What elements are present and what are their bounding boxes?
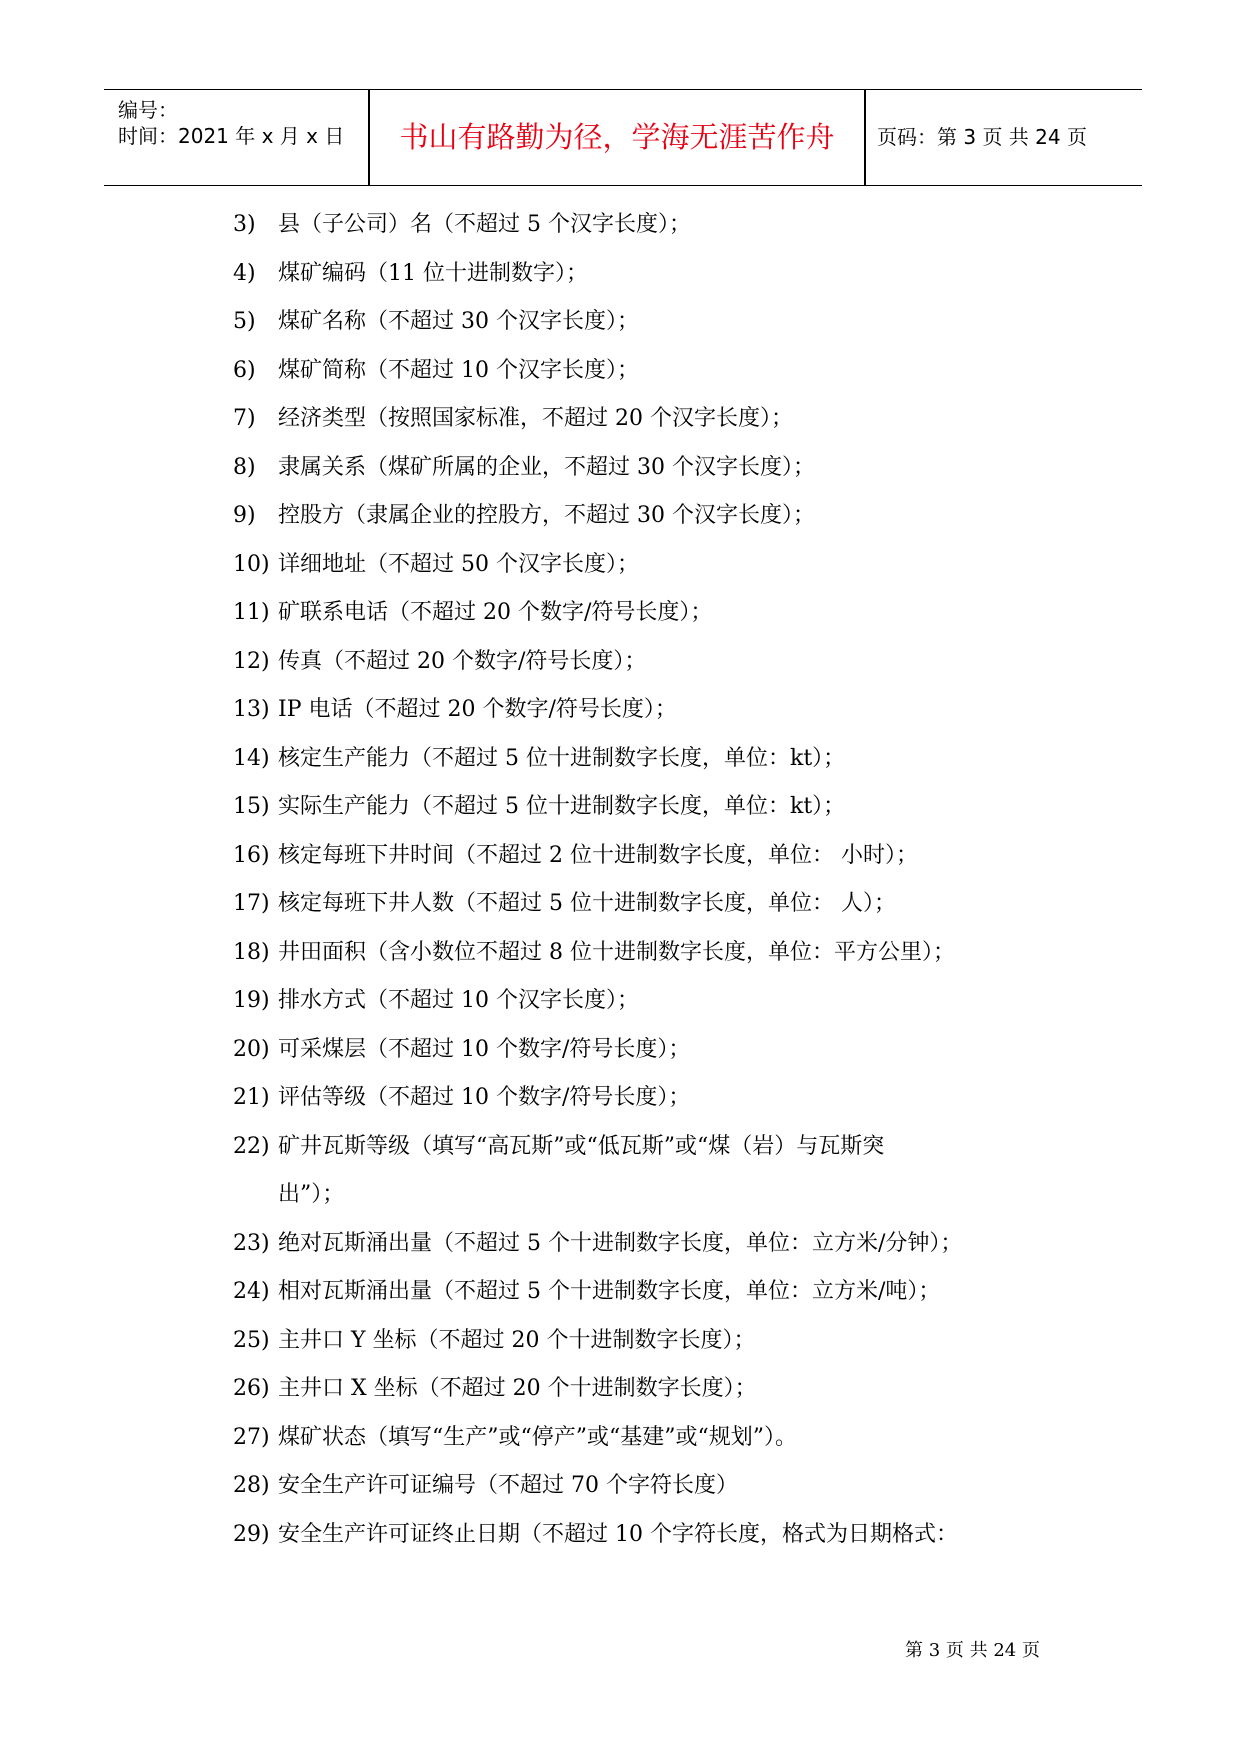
- item-text: 安全生产许可证终止日期（不超过 10 个字符长度，格式为日期格式：: [278, 1522, 958, 1547]
- list-item: [0, 696, 1241, 724]
- number-label: 编号：: [118, 98, 178, 122]
- item-number: 12): [233, 649, 270, 674]
- item-number: 15): [233, 794, 270, 819]
- item-number: 6): [233, 358, 256, 383]
- item-text: 相对瓦斯涌出量（不超过 5 个十进制数字长度，单位：立方米/吨）；: [278, 1279, 941, 1304]
- item-number: 17): [233, 891, 270, 916]
- header-page-label: 页码：第 3 页 共 24 页: [877, 125, 1087, 149]
- item-number: 27): [233, 1425, 270, 1450]
- item-text: 主井口 X 坐标（不超过 20 个十进制数字长度）；: [278, 1376, 757, 1401]
- list-item: [0, 1181, 1241, 1209]
- list-item: [0, 1230, 1241, 1258]
- item-text: 煤矿简称（不超过 10 个汉字长度）；: [278, 358, 639, 383]
- list-item: [0, 1327, 1241, 1355]
- list-item: [0, 890, 1241, 918]
- item-text: 矿联系电话（不超过 20 个数字/符号长度）；: [278, 600, 713, 625]
- item-number: 8): [233, 455, 256, 480]
- item-number: 26): [233, 1376, 270, 1401]
- item-number: 14): [233, 746, 270, 771]
- item-text: 出”）；: [278, 1182, 345, 1207]
- item-number: 19): [233, 988, 270, 1013]
- list-item: [0, 454, 1241, 482]
- item-number: 5): [233, 309, 256, 334]
- list-item: [0, 648, 1241, 676]
- list-item: [0, 211, 1241, 239]
- item-text: 煤矿编码（11 位十进制数字）；: [278, 261, 588, 286]
- list-item: [0, 308, 1241, 336]
- list-item: [0, 357, 1241, 385]
- item-text: 实际生产能力（不超过 5 位十进制数字长度，单位：kt）；: [278, 794, 846, 819]
- item-number: 18): [233, 940, 270, 965]
- item-number: 11): [233, 600, 270, 625]
- time-label: 时间：2021 年 x 月 x 日: [118, 124, 345, 148]
- list-item: [0, 1375, 1241, 1403]
- item-text: 核定每班下井人数（不超过 5 位十进制数字长度，单位： 人）；: [278, 891, 896, 916]
- list-item: [0, 1278, 1241, 1306]
- item-text: 煤矿状态（填写“生产”或“停产”或“基建”或“规划”）。: [278, 1425, 797, 1450]
- item-text: 矿井瓦斯等级（填写“高瓦斯”或“低瓦斯”或“煤（岩）与瓦斯突: [278, 1134, 885, 1159]
- list-item: [0, 939, 1241, 967]
- item-text: 安全生产许可证编号（不超过 70 个字符长度）: [278, 1473, 738, 1498]
- item-number: 21): [233, 1085, 270, 1110]
- item-text: 评估等级（不超过 10 个数字/符号长度）；: [278, 1085, 691, 1110]
- item-number: 20): [233, 1037, 270, 1062]
- item-text: 经济类型（按照国家标准，不超过 20 个汉字长度）；: [278, 406, 793, 431]
- item-number: 23): [233, 1231, 270, 1256]
- list-item: [0, 793, 1241, 821]
- item-number: 3): [233, 212, 256, 237]
- page-footer: 第 3 页 共 24 页: [905, 1640, 1040, 1661]
- list-item: [0, 1521, 1241, 1549]
- item-number: 28): [233, 1473, 270, 1498]
- item-text: 可采煤层（不超过 10 个数字/符号长度）；: [278, 1037, 691, 1062]
- item-text: 排水方式（不超过 10 个汉字长度）；: [278, 988, 639, 1013]
- item-text: 井田面积（含小数位不超过 8 位十进制数字长度，单位：平方公里）；: [278, 940, 955, 965]
- item-number: 22): [233, 1134, 270, 1159]
- list-item: [0, 405, 1241, 433]
- list-item: [0, 1424, 1241, 1452]
- item-text: 主井口 Y 坐标（不超过 20 个十进制数字长度）；: [278, 1328, 756, 1353]
- item-text: 煤矿名称（不超过 30 个汉字长度）；: [278, 309, 639, 334]
- list-item: [0, 1036, 1241, 1064]
- list-item: [0, 1133, 1241, 1161]
- item-text: 详细地址（不超过 50 个汉字长度）；: [278, 552, 639, 577]
- item-text: 核定每班下井时间（不超过 2 位十进制数字长度，单位： 小时）；: [278, 843, 918, 868]
- item-number: 4): [233, 261, 256, 286]
- header-motto: 书山有路勤为径，学海无涯苦作舟: [399, 120, 835, 154]
- item-text: IP 电话（不超过 20 个数字/符号长度）；: [278, 697, 677, 722]
- list-item: [0, 260, 1241, 288]
- list-item: [0, 987, 1241, 1015]
- item-text: 控股方（隶属企业的控股方，不超过 30 个汉字长度）；: [278, 503, 815, 528]
- list-item: [0, 1084, 1241, 1112]
- item-text: 绝对瓦斯涌出量（不超过 5 个十进制数字长度，单位：立方米/分钟）；: [278, 1231, 963, 1256]
- item-number: 7): [233, 406, 256, 431]
- item-number: 16): [233, 843, 270, 868]
- item-number: 9): [233, 503, 256, 528]
- item-number: 25): [233, 1328, 270, 1353]
- item-number: 13): [233, 697, 270, 722]
- item-text: 隶属关系（煤矿所属的企业，不超过 30 个汉字长度）；: [278, 455, 815, 480]
- list-item: [0, 502, 1241, 530]
- item-number: 24): [233, 1279, 270, 1304]
- list-item: [0, 842, 1241, 870]
- list-item: [0, 745, 1241, 773]
- list-item: [0, 551, 1241, 579]
- item-number: 29): [233, 1522, 270, 1547]
- item-text: 核定生产能力（不超过 5 位十进制数字长度，单位：kt）；: [278, 746, 846, 771]
- list-item: [0, 599, 1241, 627]
- item-number: 10): [233, 552, 270, 577]
- item-text: 传真（不超过 20 个数字/符号长度）；: [278, 649, 647, 674]
- list-item: [0, 1472, 1241, 1500]
- item-text: 县（子公司）名（不超过 5 个汉字长度）；: [278, 212, 691, 237]
